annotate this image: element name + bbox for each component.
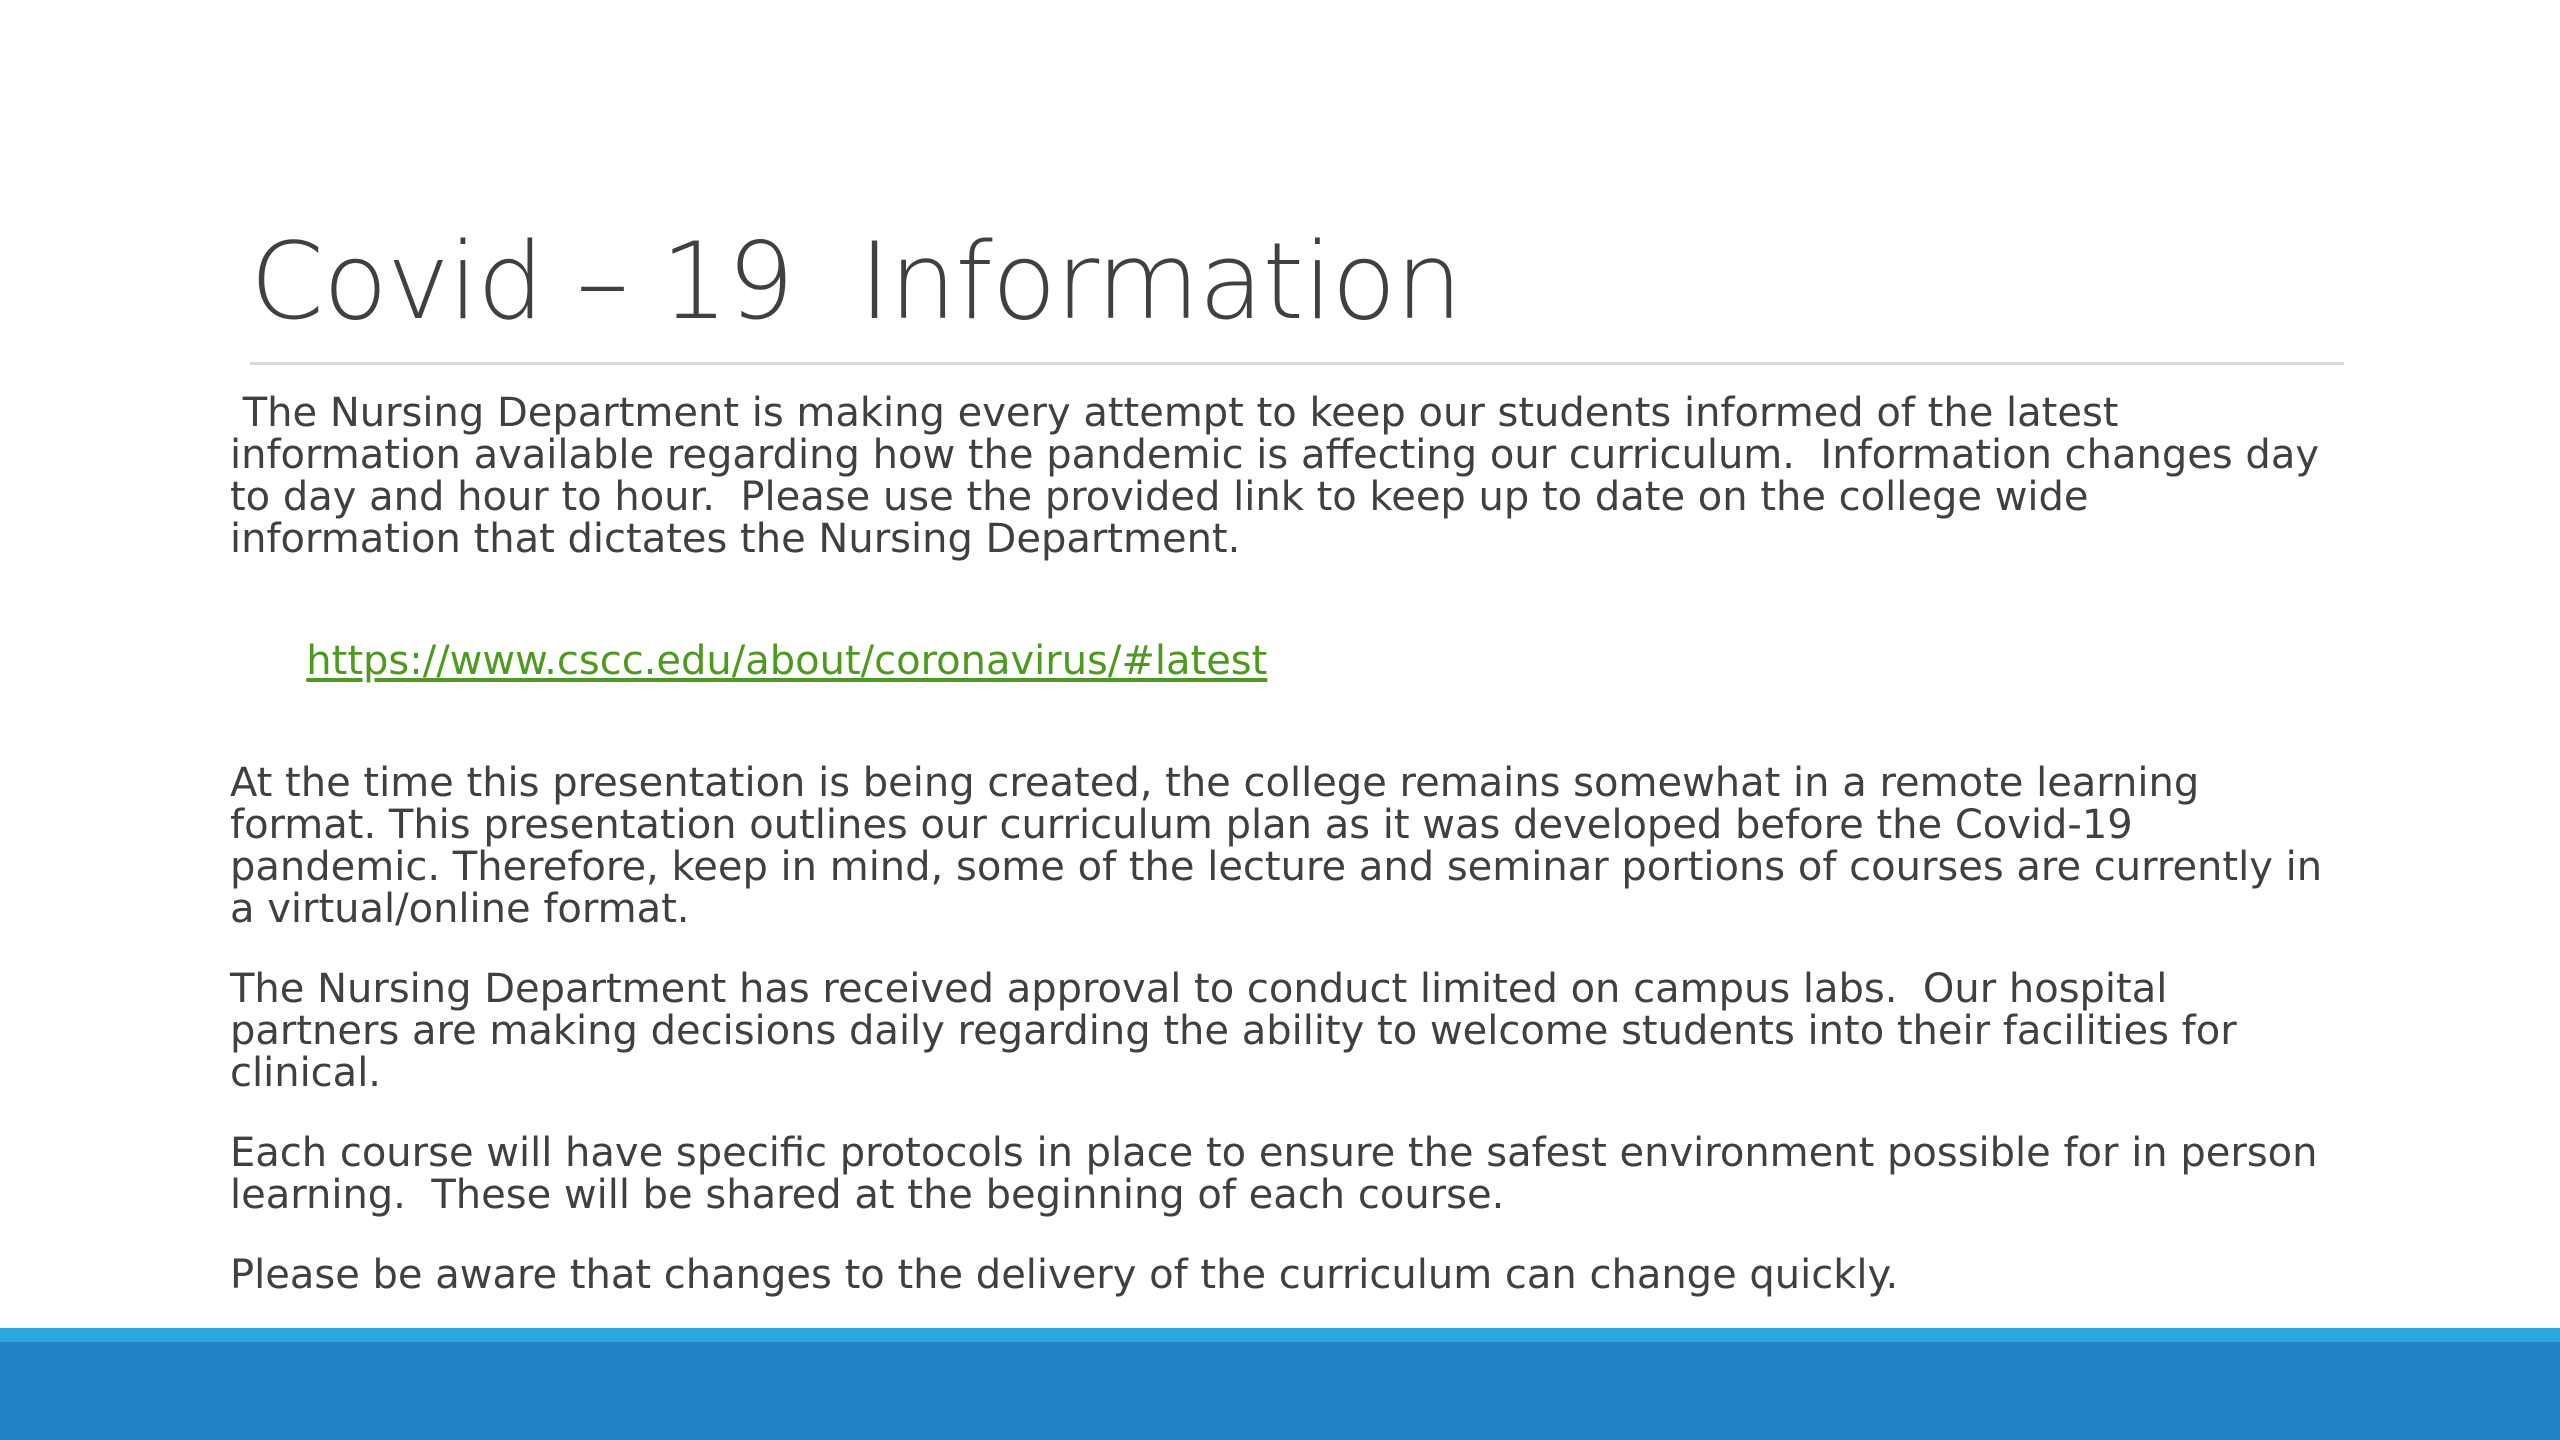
intro-paragraph: The Nursing Department is making every attempt to keep our students informed of the latest information available regarding how the pandemic is affecting our curriculum. Information changes day to day and hour to hour. Please use the provided link to keep up to date on the college wide information that dictates the Nursing Department. bbox=[230, 390, 2332, 562]
footer-band bbox=[0, 1342, 2560, 1440]
footer-accent-stripe bbox=[0, 1328, 2560, 1342]
labs-paragraph: The Nursing Department has received approval to conduct limited on campus labs. Our hospital partners are making decisions daily regarding the ability to welcome students into their facilities for clinical. bbox=[230, 966, 2250, 1096]
title-divider bbox=[250, 362, 2344, 365]
remote-learning-paragraph: At the time this presentation is being created, the college remains somewhat in a remote learning format. This presentation outlines our curriculum plan as it was developed before the Covid-19 pandemic. Therefore, keep in mind, some of the lecture and seminar portions of courses are currently in a virtual/online format. bbox=[230, 760, 2335, 932]
slide-body bbox=[230, 390, 2335, 1334]
coronavirus-info-link[interactable]: https://www.cscc.edu/about/coronavirus/#latest bbox=[306, 638, 1268, 684]
link-paragraph bbox=[230, 598, 2330, 724]
protocols-paragraph: Each course will have specific protocols in place to ensure the safest environment possible for in person learning. These will be shared at the beginning of each course. bbox=[230, 1130, 2331, 1218]
slide-title: Covid – 19 Information bbox=[250, 220, 1462, 343]
changes-paragraph: Please be aware that changes to the delivery of the curriculum can change quickly. bbox=[230, 1252, 1899, 1298]
